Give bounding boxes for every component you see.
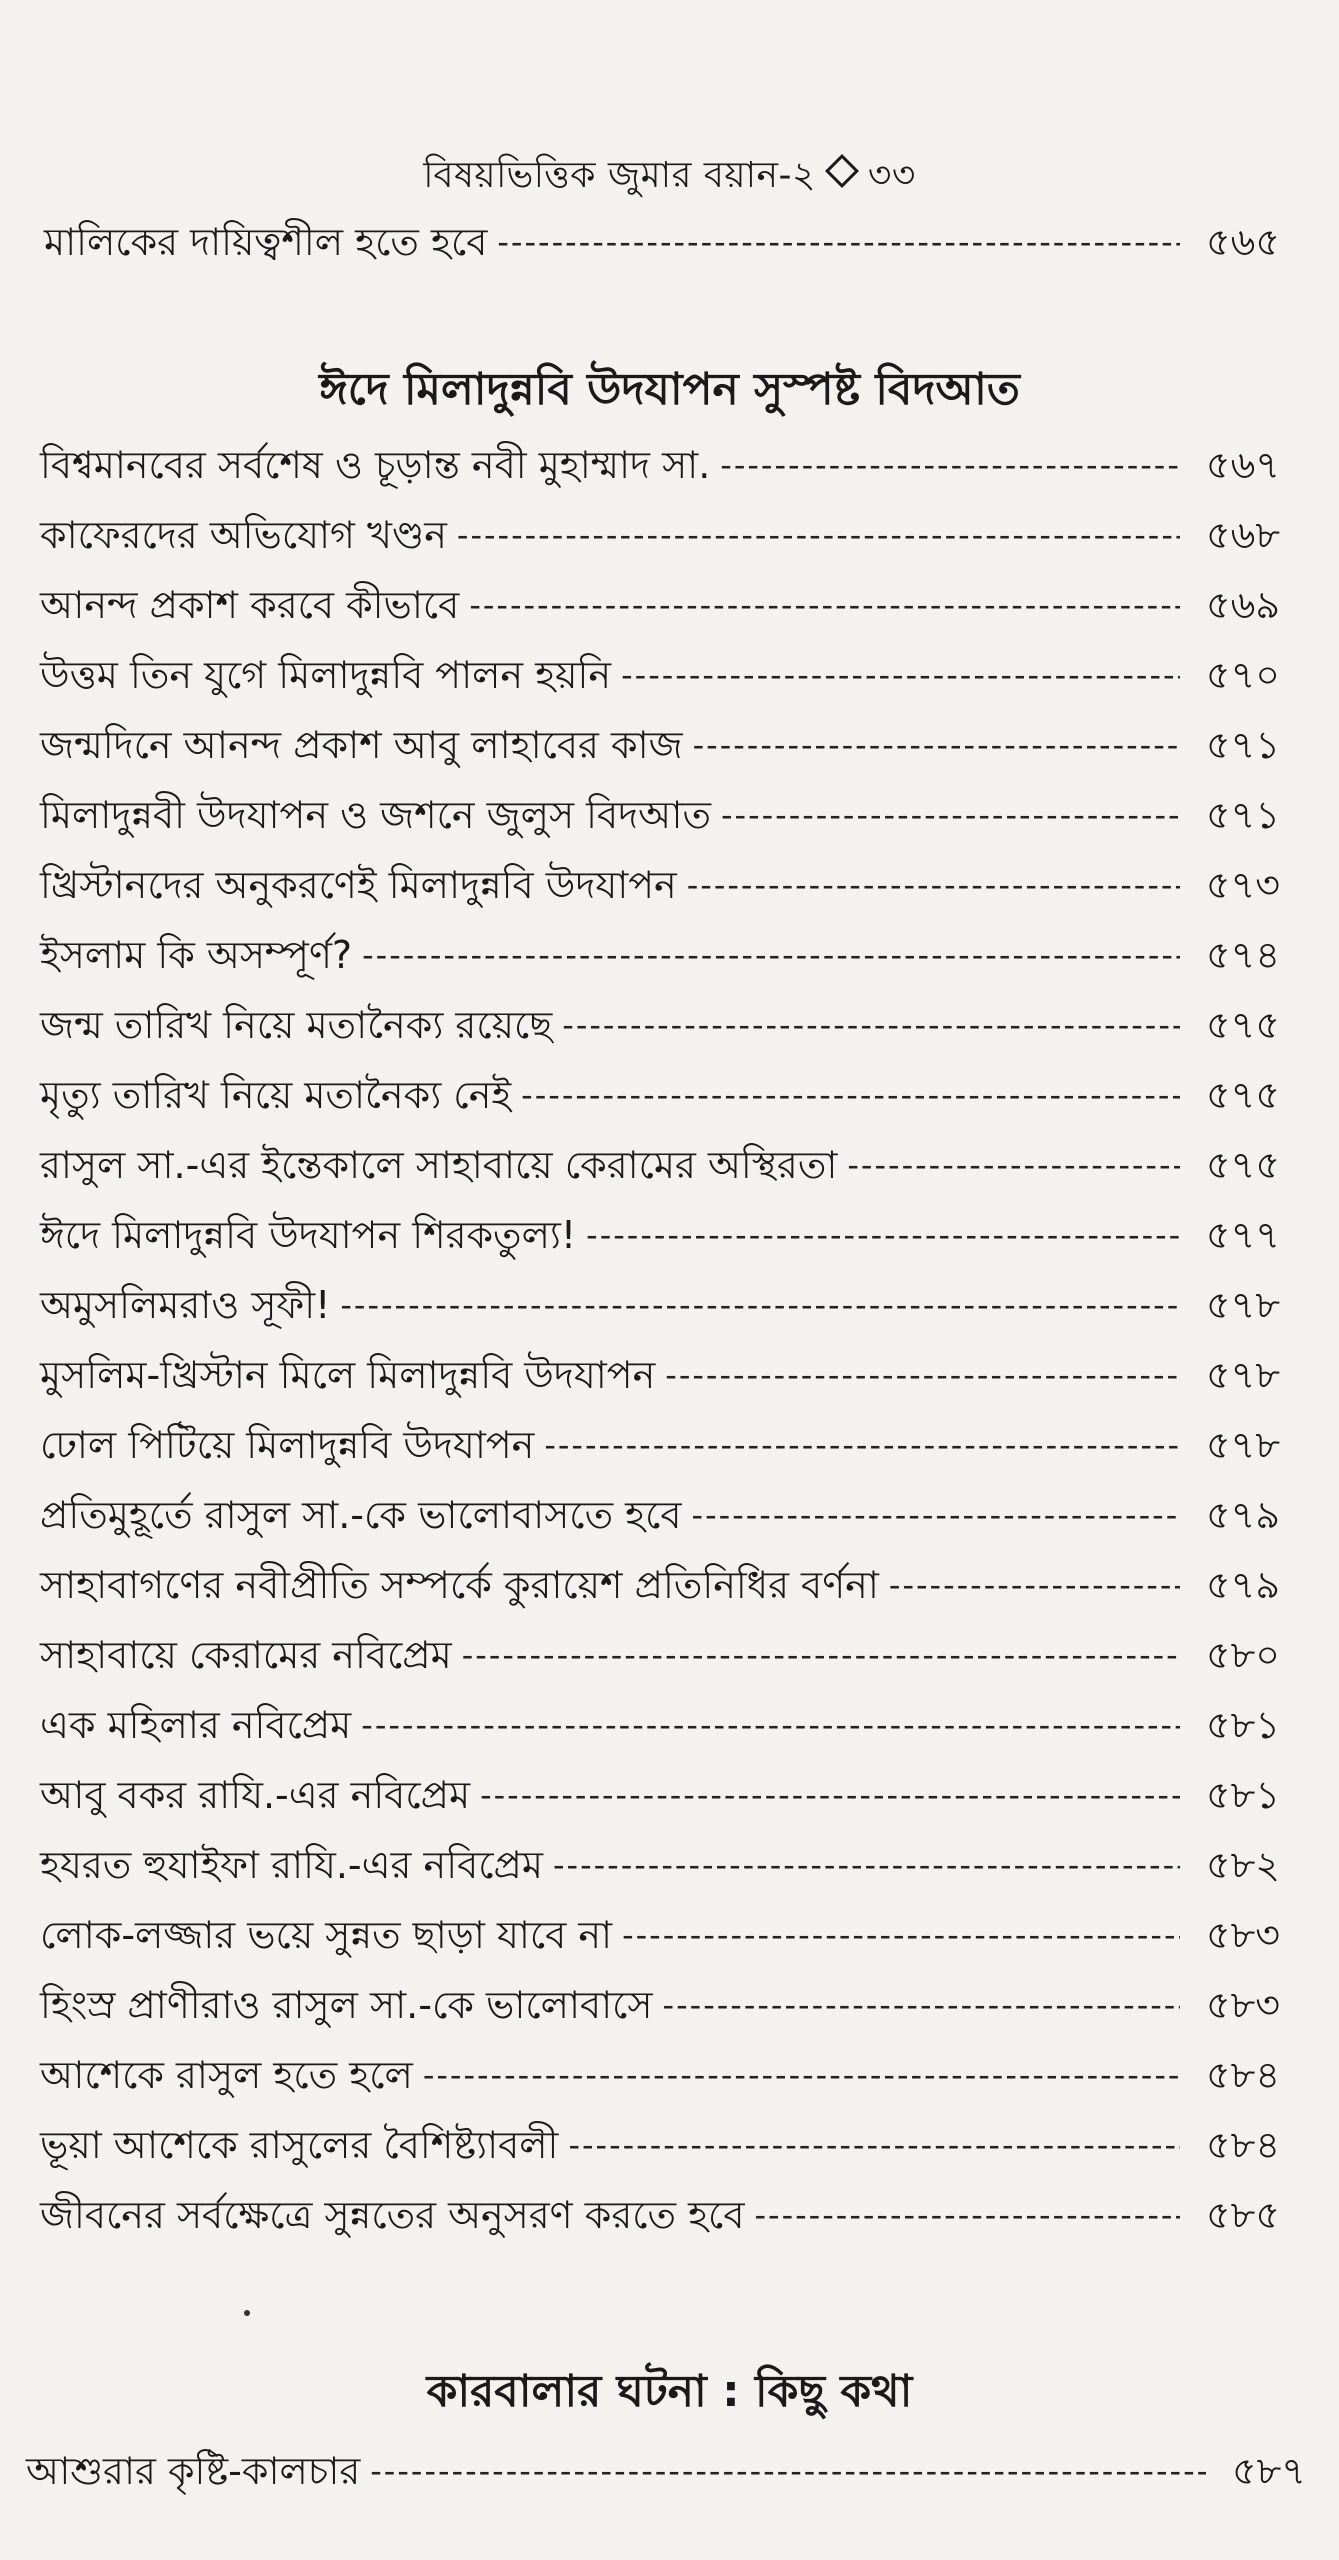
dot-leader bbox=[621, 648, 1180, 702]
entry-page: ৫৮৭ bbox=[1231, 2449, 1306, 2493]
toc-entry bbox=[40, 578, 1280, 632]
entry-page: ৫৮৫ bbox=[1206, 2193, 1280, 2237]
dot-leader bbox=[586, 1208, 1180, 1262]
entry-title: হযরত হুযাইফা রাযি.-এর নবিপ্রেম bbox=[40, 1843, 543, 1887]
dot-leader bbox=[754, 2188, 1180, 2242]
entry-title: ভূয়া আশেকে রাসুলের বৈশিষ্ট্যাবলী bbox=[40, 2123, 559, 2167]
entry-title: সাহাবায়ে কেরামের নবিপ্রেম bbox=[40, 1633, 452, 1677]
entry-page: ৫৭৮ bbox=[1205, 1353, 1280, 1397]
entry-page: ৫৭৫ bbox=[1205, 1143, 1280, 1187]
dot-leader bbox=[497, 215, 1180, 269]
entry-title: ঈদে মিলাদুন্নবি উদযাপন শিরকতুল্য! bbox=[40, 1213, 577, 1257]
toc-entry bbox=[40, 1208, 1280, 1262]
toc-entry bbox=[40, 718, 1280, 772]
toc-entry bbox=[40, 1348, 1280, 1402]
toc-entry bbox=[40, 1068, 1280, 1122]
entry-page: ৫৭১ bbox=[1205, 723, 1280, 767]
dot-leader bbox=[720, 438, 1180, 492]
entry-page: ৫৭৭ bbox=[1205, 1213, 1280, 1257]
book-title: বিষয়ভিত্তিক জুমার বয়ান-২ bbox=[423, 155, 816, 196]
toc-entry bbox=[40, 508, 1280, 562]
dot-leader bbox=[665, 1348, 1180, 1402]
entry-title: জন্মদিনে আনন্দ প্রকাশ আবু লাহাবের কাজ bbox=[40, 723, 683, 767]
entry-page: ৫৭৫ bbox=[1205, 1003, 1280, 1047]
entry-title: প্রতিমুহূর্তে রাসুল সা.-কে ভালোবাসতে হবে bbox=[40, 1493, 682, 1537]
entry-title: আবু বকর রাযি.-এর নবিপ্রেম bbox=[40, 1773, 471, 1817]
entry-title: আনন্দ প্রকাশ করবে কীভাবে bbox=[40, 583, 460, 627]
entry-title: আশেকে রাসুল হতে হলে bbox=[40, 2053, 413, 2097]
toc-entry bbox=[40, 1278, 1280, 1332]
toc-entry bbox=[40, 648, 1280, 702]
toc-entry bbox=[40, 1768, 1280, 1822]
entry-title: জীবনের সর্বক্ষেত্রে সুন্নতের অনুসরণ করতে হবে bbox=[40, 2193, 745, 2237]
page-number: ৩৩ bbox=[867, 155, 916, 196]
toc-entry bbox=[40, 1698, 1280, 1752]
dot-leader bbox=[462, 1628, 1180, 1682]
entry-page: ৫৭১ bbox=[1205, 793, 1280, 837]
toc-entry bbox=[40, 998, 1280, 1052]
entry-title: কাফেরদের অভিযোগ খণ্ডন bbox=[40, 513, 447, 557]
diamond-icon bbox=[825, 154, 859, 188]
entry-title: রাসুল সা.-এর ইন্তেকালে সাহাবায়ে কেরামের অস্থিরতা bbox=[40, 1143, 838, 1187]
entry-page: ৫৭৮ bbox=[1205, 1423, 1280, 1467]
entry-title: ইসলাম কি অসম্পূর্ণ? bbox=[40, 933, 353, 977]
entry-page: ৫৬৮ bbox=[1205, 513, 1280, 557]
entry-page: ৫৭৯ bbox=[1205, 1563, 1280, 1607]
toc-entry bbox=[40, 2188, 1280, 2242]
entry-page: ৫৭৩ bbox=[1205, 863, 1280, 907]
entry-title: বিশ্বমানবের সর্বশেষ ও চূড়ান্ত নবী মুহাম্মাদ সা. bbox=[40, 443, 711, 487]
entry-title: জন্ম তারিখ নিয়ে মতানৈক্য রয়েছে bbox=[40, 1003, 553, 1047]
entry-title: মিলাদুন্নবী উদযাপন ও জশনে জুলুস বিদআত bbox=[40, 793, 711, 837]
entry-page: ৫৮২ bbox=[1205, 1843, 1280, 1887]
section-title: ঈদে মিলাদুন্নবি উদযাপন সুস্পষ্ট বিদআত bbox=[319, 364, 1020, 415]
entry-title: মুসলিম-খ্রিস্টান মিলে মিলাদুন্নবি উদযাপন bbox=[40, 1353, 656, 1397]
dot-leader bbox=[457, 508, 1180, 562]
dot-leader bbox=[480, 1768, 1180, 1822]
entry-page: ৫৮৩ bbox=[1205, 1983, 1280, 2027]
entry-page: ৫৮১ bbox=[1206, 1773, 1280, 1817]
entry-title: ঢোল পিটিয়ে মিলাদুন্নবি উদযাপন bbox=[40, 1423, 535, 1467]
toc-entry bbox=[40, 858, 1280, 912]
toc-entry bbox=[40, 1138, 1280, 1192]
toc-entry bbox=[40, 1418, 1280, 1472]
entry-title: আশুরার কৃষ্টি-কালচার bbox=[26, 2449, 361, 2493]
entry-title: মালিকের দায়িত্বশীল হতে হবে bbox=[44, 220, 488, 264]
entry-title: এক মহিলার নবিপ্রেম bbox=[40, 1703, 352, 1747]
entry-page: ৫৭০ bbox=[1205, 653, 1280, 697]
toc-entry bbox=[40, 1628, 1280, 1682]
toc-entry bbox=[40, 788, 1280, 842]
section-title: কারবালার ঘটনা : কিছু কথা bbox=[426, 2366, 913, 2417]
entry-title: খ্রিস্টানদের অনুকরণেই মিলাদুন্নবি উদযাপন bbox=[40, 863, 677, 907]
dot-leader bbox=[692, 1488, 1180, 1542]
dot-leader bbox=[361, 1698, 1180, 1752]
dot-leader bbox=[423, 2048, 1180, 2102]
dot-leader bbox=[544, 1418, 1180, 1472]
entry-page: ৫৭৯ bbox=[1205, 1493, 1280, 1537]
dot-leader bbox=[568, 2118, 1180, 2172]
entry-page: ৫৮৩ bbox=[1205, 1913, 1280, 1957]
toc-entry bbox=[40, 1838, 1280, 1892]
entry-page: ৫৭৪ bbox=[1205, 933, 1280, 977]
entry-title: হিংস্র প্রাণীরাও রাসুল সা.-কে ভালোবাসে bbox=[40, 1983, 653, 2027]
entry-title: সাহাবাগণের নবীপ্রীতি সম্পর্কে কুরায়েশ প্রতিনিধির বর্ণনা bbox=[40, 1563, 879, 1607]
entry-title: উত্তম তিন যুগে মিলাদুন্নবি পালন হয়নি bbox=[40, 653, 612, 697]
toc-entry bbox=[40, 438, 1280, 492]
entry-page: ৫৬৭ bbox=[1205, 443, 1280, 487]
toc-entry bbox=[40, 928, 1280, 982]
ink-speck bbox=[244, 2310, 250, 2316]
dot-leader bbox=[693, 718, 1180, 772]
entry-page: ৫৭৮ bbox=[1205, 1283, 1280, 1327]
entry-page: ৫৮৪ bbox=[1206, 2053, 1280, 2097]
dot-leader bbox=[663, 1978, 1180, 2032]
dot-leader bbox=[362, 928, 1180, 982]
entry-title: লোক-লজ্জার ভয়ে সুন্নত ছাড়া যাবে না bbox=[40, 1913, 613, 1957]
entry-title: অমুসলিমরাও সূফী! bbox=[40, 1283, 331, 1327]
toc-entry bbox=[40, 2048, 1280, 2102]
entry-page: ৫৮০ bbox=[1205, 1633, 1280, 1677]
dot-leader bbox=[889, 1558, 1180, 1612]
entry-page: ৫৬৯ bbox=[1205, 583, 1280, 627]
dot-leader bbox=[521, 1068, 1180, 1122]
dot-leader bbox=[847, 1138, 1180, 1192]
dot-leader bbox=[553, 1838, 1180, 1892]
toc-entry bbox=[40, 2118, 1280, 2172]
dot-leader bbox=[340, 1278, 1180, 1332]
entry-page: ৫৮৪ bbox=[1206, 2123, 1280, 2167]
toc-entry bbox=[40, 1978, 1280, 2032]
dot-leader bbox=[370, 2444, 1206, 2498]
toc-entry bbox=[40, 1488, 1280, 1542]
entry-page: ৫৮১ bbox=[1206, 1703, 1280, 1747]
toc-entry bbox=[40, 1558, 1280, 1612]
dot-leader bbox=[469, 578, 1180, 632]
toc-entry bbox=[40, 1908, 1280, 1962]
entry-page: ৫৬৫ bbox=[1205, 220, 1280, 264]
dot-leader bbox=[562, 998, 1180, 1052]
dot-leader bbox=[687, 858, 1180, 912]
toc-entry bbox=[26, 2444, 1306, 2498]
dot-leader bbox=[622, 1908, 1180, 1962]
entry-page: ৫৭৫ bbox=[1205, 1073, 1280, 1117]
toc-entry bbox=[44, 215, 1280, 269]
entry-title: মৃত্যু তারিখ নিয়ে মতানৈক্য নেই bbox=[40, 1073, 512, 1117]
dot-leader bbox=[721, 788, 1180, 842]
running-header bbox=[0, 148, 1339, 208]
